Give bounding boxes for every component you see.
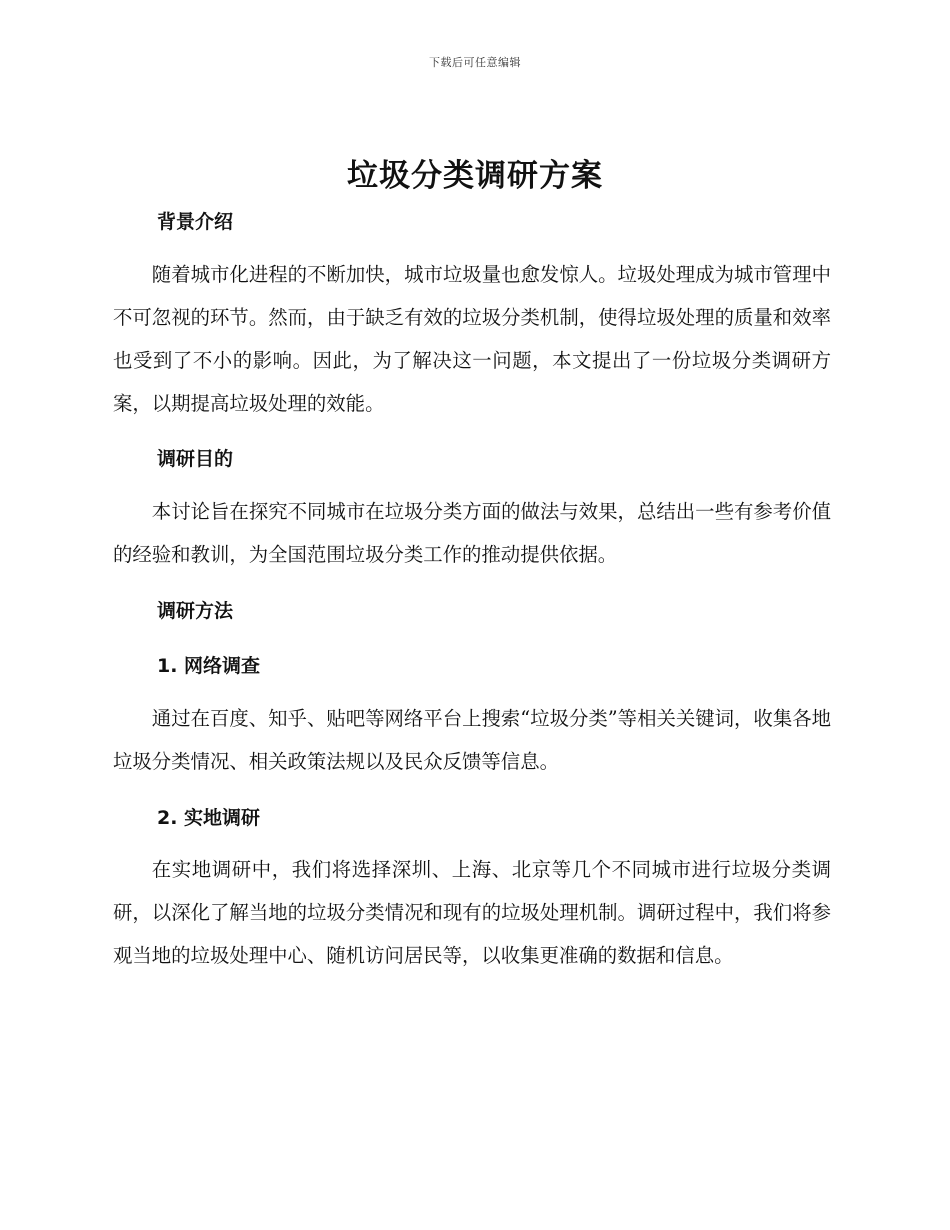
section-heading-field-research: 2. 实地调研 <box>157 807 261 829</box>
section-heading-online-survey: 1. 网络调查 <box>157 655 261 677</box>
section-heading-purpose: 调研目的 <box>157 448 234 470</box>
section-heading-background: 背景介绍 <box>157 211 234 233</box>
paragraph-background: 随着城市化进程的不断加快，城市垃圾量也愈发惊人。垃圾处理成为城市管理中不可忽视的环节。然而，由于缺乏有效的垃圾分类机制，使得垃圾处理的质量和效率也受到了不小的影响。因此，为了解决这一问题，本文提出了一份垃圾分类调研方案，以期提高垃圾处理的效能。 <box>113 263 831 415</box>
paragraph-online-survey: 通过在百度、知乎、贴吧等网络平台上搜索“垃圾分类”等相关关键词，收集各地垃圾分类情况、相关政策法规以及民众反馈等信息。 <box>113 707 831 773</box>
paragraph-field-research: 在实地调研中，我们将选择深圳、上海、北京等几个不同城市进行垃圾分类调研，以深化了解当地的垃圾分类情况和现有的垃圾处理机制。调研过程中，我们将参观当地的垃圾处理中心、随机访问居民等，以收集更准确的数据和信息。 <box>113 858 831 967</box>
page-header: 下载后可任意编辑 <box>429 56 521 69</box>
document-title: 垃圾分类调研方案 <box>347 158 603 194</box>
paragraph-purpose: 本讨论旨在探究不同城市在垃圾分类方面的做法与效果，总结出一些有参考价值的经验和教训，为全国范围垃圾分类工作的推动提供依据。 <box>113 500 831 566</box>
section-heading-method: 调研方法 <box>157 600 234 622</box>
